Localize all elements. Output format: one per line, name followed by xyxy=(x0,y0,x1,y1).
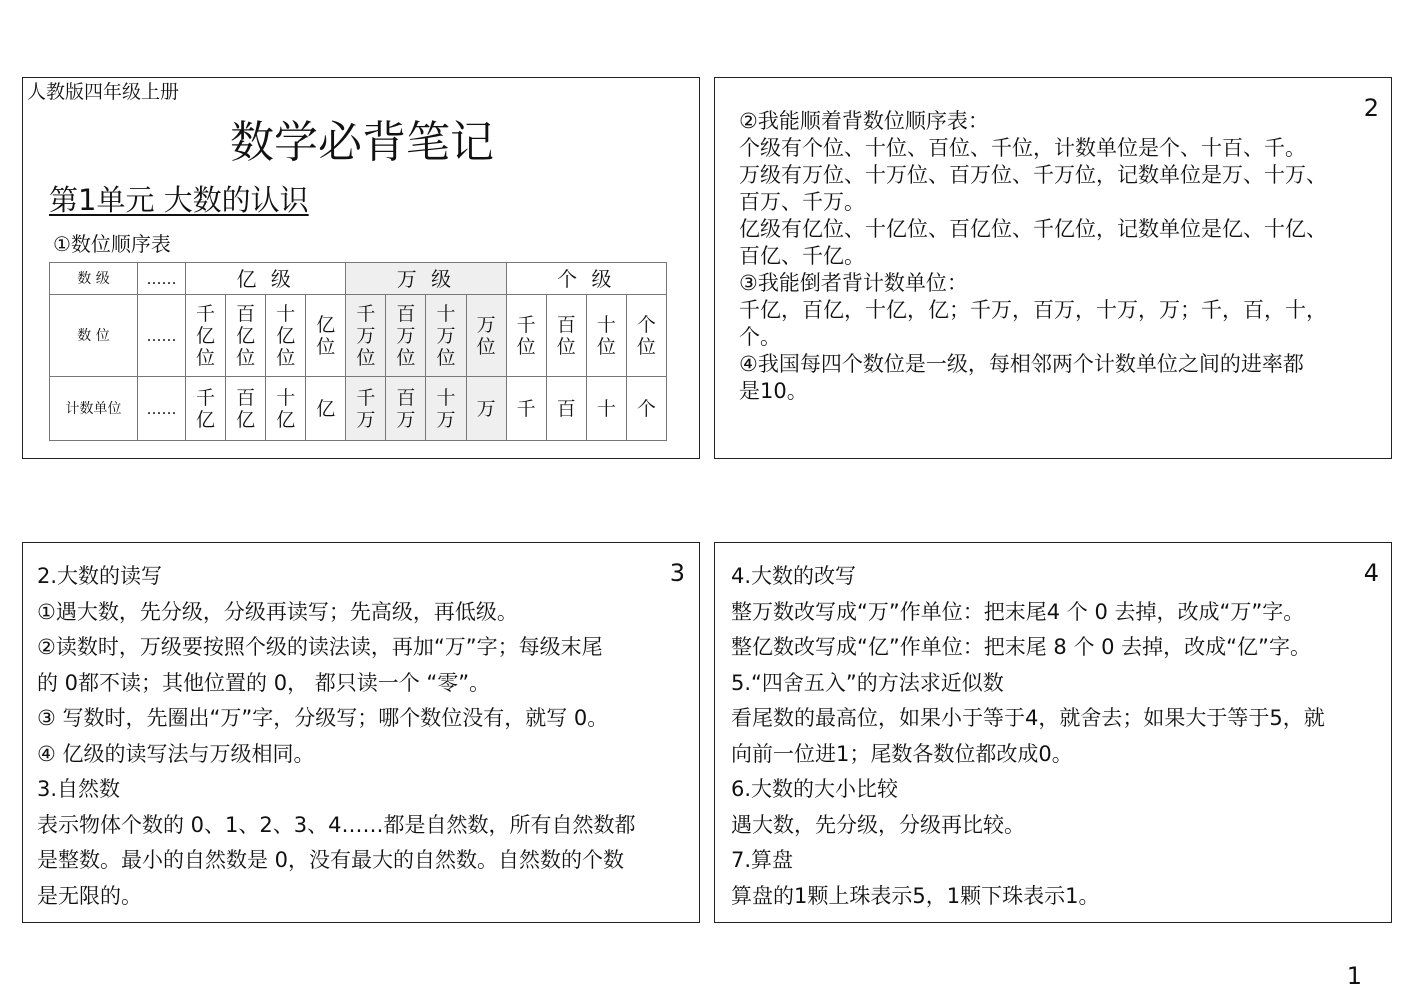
cell-char: 位 xyxy=(556,335,576,358)
cell-char: 亿 xyxy=(316,313,336,336)
place-cell xyxy=(226,295,266,377)
slide-3-text xyxy=(37,559,677,914)
text-line: ③ 写数时，先圈出“万”字，分级写；哪个数位没有，就写 0。 xyxy=(37,706,609,730)
cell-char: 位 xyxy=(516,335,536,358)
unit-cell xyxy=(426,377,466,441)
cell-char: 位 xyxy=(476,335,496,358)
text-line: 个。 xyxy=(739,325,781,349)
text-line: 个级有个位、十位、百位、千位，计数单位是个、十百、千。 xyxy=(739,136,1306,160)
cell-char: 百 xyxy=(396,302,416,325)
text-line: ④ 亿级的读写法与万级相同。 xyxy=(37,741,315,766)
cell-char: 百 xyxy=(556,397,576,420)
row-label: 数 位 xyxy=(50,295,138,377)
cell-char: 千 xyxy=(516,313,536,336)
main-title: 数学必背笔记 xyxy=(230,117,494,168)
cell-char: 位 xyxy=(356,346,376,369)
cell-char: 亿 xyxy=(196,324,216,347)
text-line: 整万数改写成“万”作单位：把末尾4 个 0 去掉，改成“万”字。 xyxy=(731,599,1305,624)
unit-cell xyxy=(186,377,226,441)
text-line: 4.大数的改写 xyxy=(731,564,857,588)
place-value-table xyxy=(49,262,667,441)
unit-cell xyxy=(386,377,426,441)
row-label: 计数单位 xyxy=(50,377,138,441)
place-cell xyxy=(346,295,386,377)
cell-char: 百 xyxy=(556,313,576,336)
text-line: 算盘的1颗上珠表示5，1颗下珠表示1。 xyxy=(731,883,1100,908)
cell-char: 万 xyxy=(356,324,376,347)
cell-char: 千 xyxy=(516,397,536,420)
place-cell xyxy=(586,295,626,377)
text-line: 是无限的。 xyxy=(37,883,142,908)
group-header: 亿 级 xyxy=(186,263,346,295)
cell-char: 万 xyxy=(436,408,456,431)
place-cell xyxy=(626,295,666,377)
slide-2-panel xyxy=(714,77,1392,459)
cell-char: 位 xyxy=(276,346,296,369)
cell-char: 万 xyxy=(436,324,456,347)
unit-cell xyxy=(346,377,386,441)
cell-char: 十 xyxy=(596,397,616,420)
place-cell xyxy=(466,295,506,377)
cell-char: 位 xyxy=(316,335,336,358)
text-line: 表示物体个数的 0、1、2、3、4……都是自然数，所有自然数都 xyxy=(37,812,636,837)
text-line: 向前一位进1；尾数各数位都改成0。 xyxy=(731,741,1073,766)
cell-char: 万 xyxy=(396,324,416,347)
unit-cell xyxy=(506,377,546,441)
group-header: 个 级 xyxy=(506,263,666,295)
cell-char: 十 xyxy=(596,313,616,336)
unit-cell xyxy=(626,377,666,441)
cell-char: 百 xyxy=(236,386,256,409)
cell-char: 万 xyxy=(476,313,496,336)
text-line: 的 0都不读；其他位置的 0， 都只读一个 “零”。 xyxy=(37,670,491,695)
text-line: 5.“四舍五入”的方法求近似数 xyxy=(731,670,1004,695)
text-line: 看尾数的最高位，如果小于等于4，就舍去；如果大于等于5，就 xyxy=(731,706,1325,730)
text-line: ③我能倒者背计数单位： xyxy=(739,271,968,295)
place-cell xyxy=(546,295,586,377)
place-cell xyxy=(266,295,306,377)
text-line: 7.算盘 xyxy=(731,848,794,872)
slide-number: 2 xyxy=(1363,94,1379,122)
text-line: 3.自然数 xyxy=(37,777,121,801)
row-label: 数 级 xyxy=(50,263,138,295)
cell-char: 十 xyxy=(276,386,296,409)
text-line: 百万、千万。 xyxy=(739,190,865,214)
slide-number: 3 xyxy=(669,559,685,587)
cell-char: 千 xyxy=(356,302,376,325)
cell-char: 位 xyxy=(596,335,616,358)
slide-4-panel xyxy=(714,542,1392,923)
cell-char: 千 xyxy=(196,386,216,409)
ellipsis-cell: …… xyxy=(138,295,186,377)
text-line: ①遇大数，先分级，分级再读写；先高级，再低级。 xyxy=(37,599,518,624)
text-line: ②读数时，万级要按照个级的读法读，再加“万”字；每级末尾 xyxy=(37,635,603,659)
cell-char: 亿 xyxy=(276,408,296,431)
text-line: 遇大数，先分级，分级再比较。 xyxy=(731,812,1025,837)
place-cell xyxy=(506,295,546,377)
cell-char: 十 xyxy=(436,302,456,325)
cell-char: 千 xyxy=(196,302,216,325)
cell-char: 百 xyxy=(236,302,256,325)
unit-cell xyxy=(226,377,266,441)
cell-char: 位 xyxy=(636,335,656,358)
slide-4-text xyxy=(731,559,1381,914)
cell-char: 亿 xyxy=(276,324,296,347)
text-line: ②我能顺着背数位顺序表： xyxy=(739,109,989,133)
slide-number: 4 xyxy=(1363,559,1379,587)
unit-cell xyxy=(466,377,506,441)
slide-1-panel xyxy=(22,77,700,459)
ellipsis-cell: …… xyxy=(138,263,186,295)
slide-3-panel xyxy=(22,542,700,923)
cell-char: 位 xyxy=(196,346,216,369)
cell-char: 万 xyxy=(396,408,416,431)
unit-cell xyxy=(546,377,586,441)
cell-char: 位 xyxy=(396,346,416,369)
unit-title: 第1单元 大数的认识 xyxy=(49,183,309,217)
textbook-edition: 人教版四年级上册 xyxy=(27,81,180,103)
cell-char: 个 xyxy=(636,313,656,336)
text-line: 百亿、千亿。 xyxy=(739,244,865,268)
unit-cell xyxy=(586,377,626,441)
cell-char: 亿 xyxy=(236,408,256,431)
cell-char: 位 xyxy=(236,346,256,369)
cell-char: 位 xyxy=(436,346,456,369)
cell-char: 亿 xyxy=(196,408,216,431)
table-title: ①数位顺序表 xyxy=(53,232,171,256)
place-cell xyxy=(306,295,346,377)
text-line: 是整数。最小的自然数是 0，没有最大的自然数。自然数的个数 xyxy=(37,848,625,872)
page-number: 1 xyxy=(1346,962,1362,990)
slide-2-text xyxy=(739,108,1359,405)
text-line: 千亿，百亿，十亿，亿；千万，百万，十万，万；千，百，十， xyxy=(739,298,1327,322)
cell-char: 万 xyxy=(476,397,496,420)
cell-char: 亿 xyxy=(316,397,336,420)
cell-char: 十 xyxy=(276,302,296,325)
text-line: 是10。 xyxy=(739,379,808,403)
unit-cell xyxy=(306,377,346,441)
cell-char: 万 xyxy=(356,408,376,431)
cell-char: 十 xyxy=(436,386,456,409)
place-cell xyxy=(386,295,426,377)
unit-cell xyxy=(266,377,306,441)
text-line: 万级有万位、十万位、百万位、千万位，记数单位是万、十万、 xyxy=(739,163,1327,187)
group-header: 万 级 xyxy=(346,263,506,295)
text-line: 亿级有亿位、十亿位、百亿位、千亿位，记数单位是亿、十亿、 xyxy=(739,217,1327,241)
text-line: ④我国每四个数位是一级，每相邻两个计数单位之间的进率都 xyxy=(739,352,1304,376)
text-line: 6.大数的大小比较 xyxy=(731,777,899,801)
cell-char: 千 xyxy=(356,386,376,409)
cell-char: 百 xyxy=(396,386,416,409)
text-line: 整亿数改写成“亿”作单位：把末尾 8 个 0 去掉，改成“亿”字。 xyxy=(731,635,1311,659)
text-line: 2.大数的读写 xyxy=(37,564,163,588)
place-cell xyxy=(426,295,466,377)
place-cell xyxy=(186,295,226,377)
cell-char: 个 xyxy=(636,397,656,420)
cell-char: 亿 xyxy=(236,324,256,347)
ellipsis-cell: …… xyxy=(138,377,186,441)
